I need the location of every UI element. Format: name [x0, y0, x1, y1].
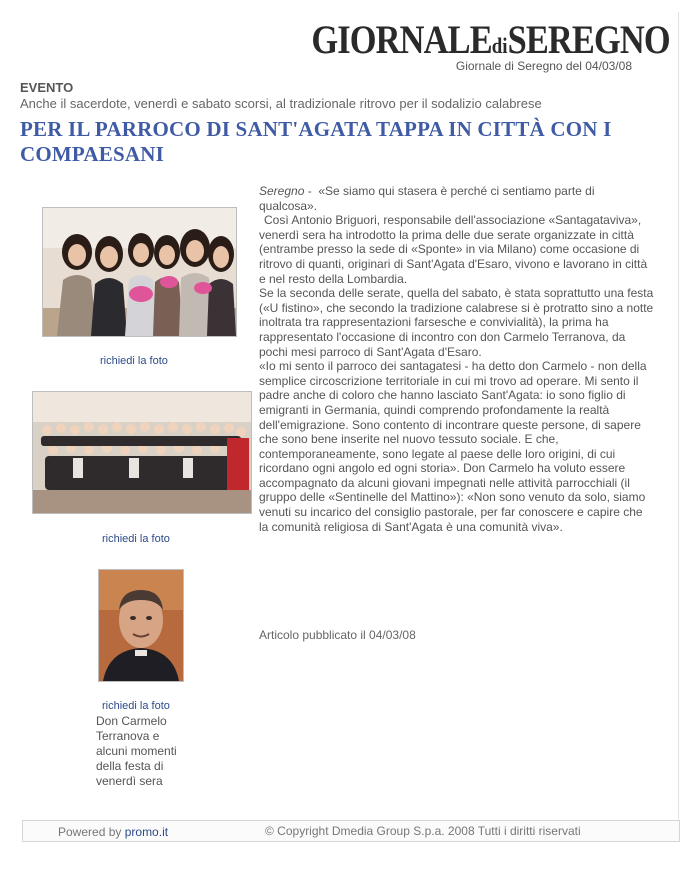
published-note: Articolo pubblicato il 04/03/08 [259, 628, 416, 642]
photo-portrait-priest [98, 569, 184, 682]
photo-group-gathering [32, 391, 252, 514]
request-photo-link-1[interactable]: richiedi la foto [100, 355, 168, 367]
photo-young-women [42, 207, 237, 337]
photo-group-gathering-image [33, 392, 251, 513]
powered-by-brand-link[interactable]: promo.it [124, 825, 169, 839]
publication-line: Giornale di Seregno del 04/03/08 [455, 59, 632, 73]
powered-by [58, 825, 168, 839]
article-paragraph-3: Se la seconda delle serate, quella del sabato, è stata soprattutto una festa («U fistino», che secondo la tradizione calabrese si è protratto sino a notte inoltrata tra rappresentazioni farsesche e convivialità), la prima ha rappresentato l'occasione di incontro con don Carmelo Terranova, da pochi mesi parroco di Sant'Agata d'Esaro. [259, 286, 654, 359]
masthead-word-seregno: SEREGNO [507, 17, 670, 62]
footer-bar [22, 820, 680, 842]
request-photo-link-2[interactable]: richiedi la foto [102, 533, 170, 545]
article-headline: PER IL PARROCO DI SANT'AGATA TAPPA IN CITTÀ CON I COMPAESANI [20, 117, 612, 166]
article-body [259, 184, 654, 534]
article-subtitle: Anche il sacerdote, venerdì e sabato scorsi, al tradizionale ritrovo per il sodalizio calabrese [20, 96, 542, 111]
powered-by-label: Powered by [58, 825, 122, 839]
photo-portrait-priest-image [99, 570, 183, 681]
photo-young-women-image [43, 208, 236, 336]
article-paragraph-2: Così Antonio Briguori, responsabile dell'associazione «Santagataviva», venerdì sera ha introdotto la prima delle due serate organizzate in città (entrambe presso la sede di «Sponte» in via Milano) come occasione di ritrovo di quanti, originari di Sant'Agata d'Esaro, vivono e lavorano in città e nel resto della Lombardia. [259, 213, 648, 286]
article-paragraph-1: Seregno - «Se siamo qui stasera è perché ci sentiamo parte di qualcosa». [259, 184, 595, 213]
article-placeline: Seregno [259, 184, 305, 198]
article-paragraph-1-text: «Se siamo qui stasera è perché ci sentiamo parte di qualcosa». [259, 184, 595, 213]
request-photo-link-3[interactable]: richiedi la foto [102, 700, 170, 712]
photo-caption: Don Carmelo Terranova e alcuni momenti della festa di venerdì sera [96, 714, 177, 788]
article-paragraph-4: «Io mi sento il parroco dei santagatesi - ha detto don Carmelo - non della semplice circoscrizione territoriale in cui mi trovo ad operare. Mi sento il padre anche di coloro che hanno lasciato Sant'Agata: io sono figlio di emigranti in Germania, quindi comprendo profondamente la realtà dell'emigrazione. Sono contento di incontrare queste persone, di sapere che sono bene inserite nel nuovo tessuto sociale. E che, contemporaneamente, sono legate al paese delle loro origini, di cui ricordano ogni angolo ed ogni storia». Don Carmelo ha voluto essere accompagnato da alcuni giovani impegnati nelle attività parrocchiali (il gruppo delle «Sentinelle del Mattino»): «Non sono venuto da solo, siamo venuti su incarico del consiglio pastorale, per far conoscere e capire che la comunità religiosa di Sant'Agata è una comunità viva». [259, 359, 647, 534]
section-kicker: EVENTO [20, 80, 74, 95]
masthead-word-giornale: GIORNALE [311, 17, 493, 62]
copyright-notice: © Copyright Dmedia Group S.p.a. 2008 Tutti i diritti riservati [265, 824, 581, 838]
masthead-word-di: di [492, 33, 508, 58]
newspaper-masthead [312, 16, 670, 63]
